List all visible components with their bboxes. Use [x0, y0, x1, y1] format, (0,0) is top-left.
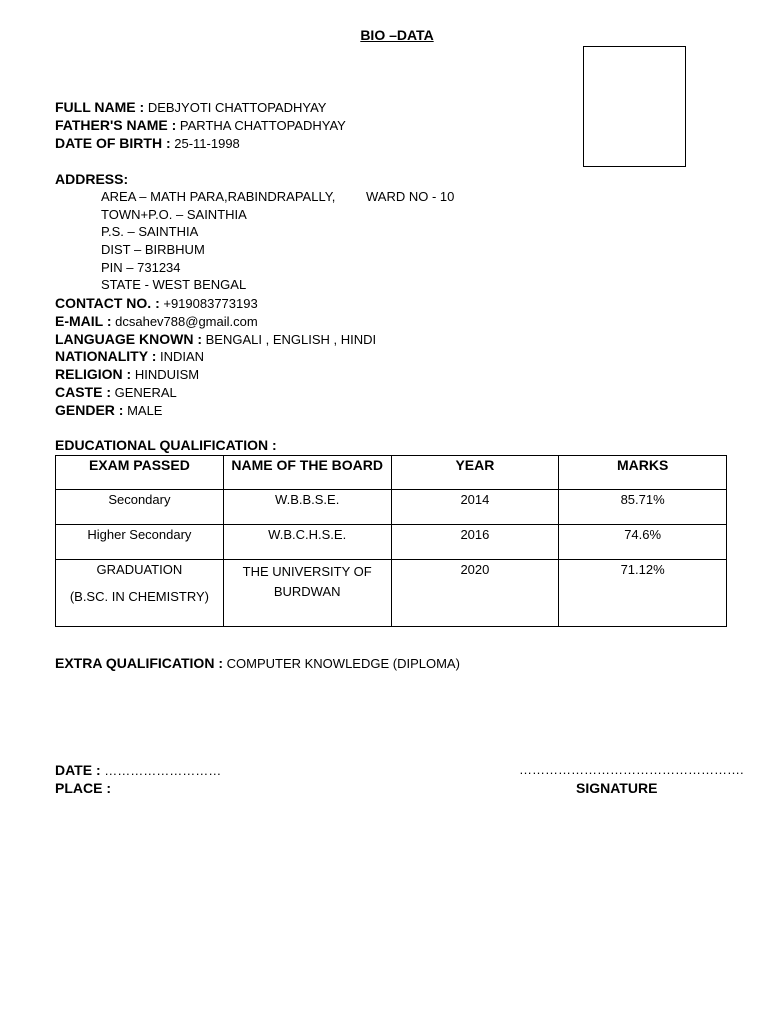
place-label: PLACE : [55, 780, 111, 796]
address-line-3: P.S. – SAINTHIA [101, 224, 199, 239]
contact-row [55, 295, 258, 311]
cell-exam-main: GRADUATION [96, 562, 183, 577]
table-row [56, 560, 727, 627]
gender-row [55, 402, 162, 418]
caste-value: GENERAL [114, 385, 177, 400]
education-table [55, 455, 727, 627]
cell-year: 2014 [391, 490, 559, 525]
address-line-4: DIST – BIRBHUM [101, 242, 205, 257]
cell-board: W.B.C.H.S.E. [223, 525, 391, 560]
religion-value: HINDUISM [134, 367, 200, 382]
language-label: LANGUAGE KNOWN : [55, 331, 202, 347]
date-dots: ……………………… [104, 763, 222, 778]
address-ward: WARD NO - 10 [366, 189, 455, 204]
contact-value: +919083773193 [163, 296, 258, 311]
extra-qualification-value: COMPUTER KNOWLEDGE (DIPLOMA) [226, 656, 460, 671]
date-row [55, 762, 221, 778]
email-label: E-MAIL : [55, 313, 112, 329]
extra-qualification-label: EXTRA QUALIFICATION : [55, 655, 223, 671]
email-row [55, 313, 258, 329]
signature-label: SIGNATURE [576, 780, 658, 796]
cell-board: W.B.B.S.E. [223, 490, 391, 525]
language-row [55, 331, 376, 347]
cell-marks: 71.12% [559, 560, 727, 627]
cell-marks: 85.71% [559, 490, 727, 525]
document-title: BIO –DATA [360, 27, 434, 43]
contact-label: CONTACT NO. : [55, 295, 160, 311]
cell-marks: 74.6% [559, 525, 727, 560]
gender-label: GENDER : [55, 402, 124, 418]
father-name-label: FATHER'S NAME : [55, 117, 177, 133]
cell-exam: Higher Secondary [56, 525, 224, 560]
cell-year: 2020 [391, 560, 559, 627]
header-year: YEAR [391, 456, 559, 490]
dob-label: DATE OF BIRTH : [55, 135, 171, 151]
cell-exam-sub: (B.SC. IN CHEMISTRY) [69, 589, 209, 604]
address-label: ADDRESS: [55, 171, 129, 187]
address-heading [55, 171, 128, 187]
cell-exam: Secondary [56, 490, 224, 525]
gender-value: MALE [127, 403, 163, 418]
full-name-value: DEBJYOTI CHATTOPADHYAY [147, 100, 327, 115]
header-marks: MARKS [559, 456, 727, 490]
address-line-2: TOWN+P.O. – SAINTHIA [101, 207, 247, 222]
nationality-row [55, 348, 204, 364]
address-line-5: PIN – 731234 [101, 260, 181, 275]
table-header-row [56, 456, 727, 490]
caste-row [55, 384, 177, 400]
cell-exam [56, 560, 224, 627]
nationality-label: NATIONALITY : [55, 348, 157, 364]
cell-board-main: THE UNIVERSITY OF [242, 564, 372, 579]
place-row [55, 780, 111, 796]
address-line-6: STATE - WEST BENGAL [101, 277, 247, 292]
cell-board [223, 560, 391, 627]
header-board: NAME OF THE BOARD [223, 456, 391, 490]
nationality-value: INDIAN [160, 349, 205, 364]
date-label: DATE : [55, 762, 101, 778]
table-row [56, 525, 727, 560]
header-exam: EXAM PASSED [56, 456, 224, 490]
photo-box [583, 46, 686, 167]
extra-qualification-row [55, 655, 460, 671]
table-row [56, 490, 727, 525]
cell-year: 2016 [391, 525, 559, 560]
language-value: BENGALI , ENGLISH , HINDI [205, 332, 377, 347]
caste-label: CASTE : [55, 384, 111, 400]
education-label: EDUCATIONAL QUALIFICATION : [55, 437, 277, 453]
full-name-row [55, 99, 326, 115]
religion-label: RELIGION : [55, 366, 132, 382]
signature-dots: ……………………………………………. [519, 762, 744, 777]
father-name-row [55, 117, 346, 133]
email-value: dcsahev788@gmail.com [115, 314, 258, 329]
father-name-value: PARTHA CHATTOPADHYAY [179, 118, 346, 133]
dob-row [55, 135, 240, 151]
address-line-1: AREA – MATH PARA,RABINDRAPALLY, [101, 189, 336, 204]
cell-board-sub: BURDWAN [273, 584, 341, 599]
education-heading [55, 437, 277, 453]
full-name-label: FULL NAME : [55, 99, 145, 115]
religion-row [55, 366, 199, 382]
dob-value: 25-11-1998 [174, 136, 240, 151]
